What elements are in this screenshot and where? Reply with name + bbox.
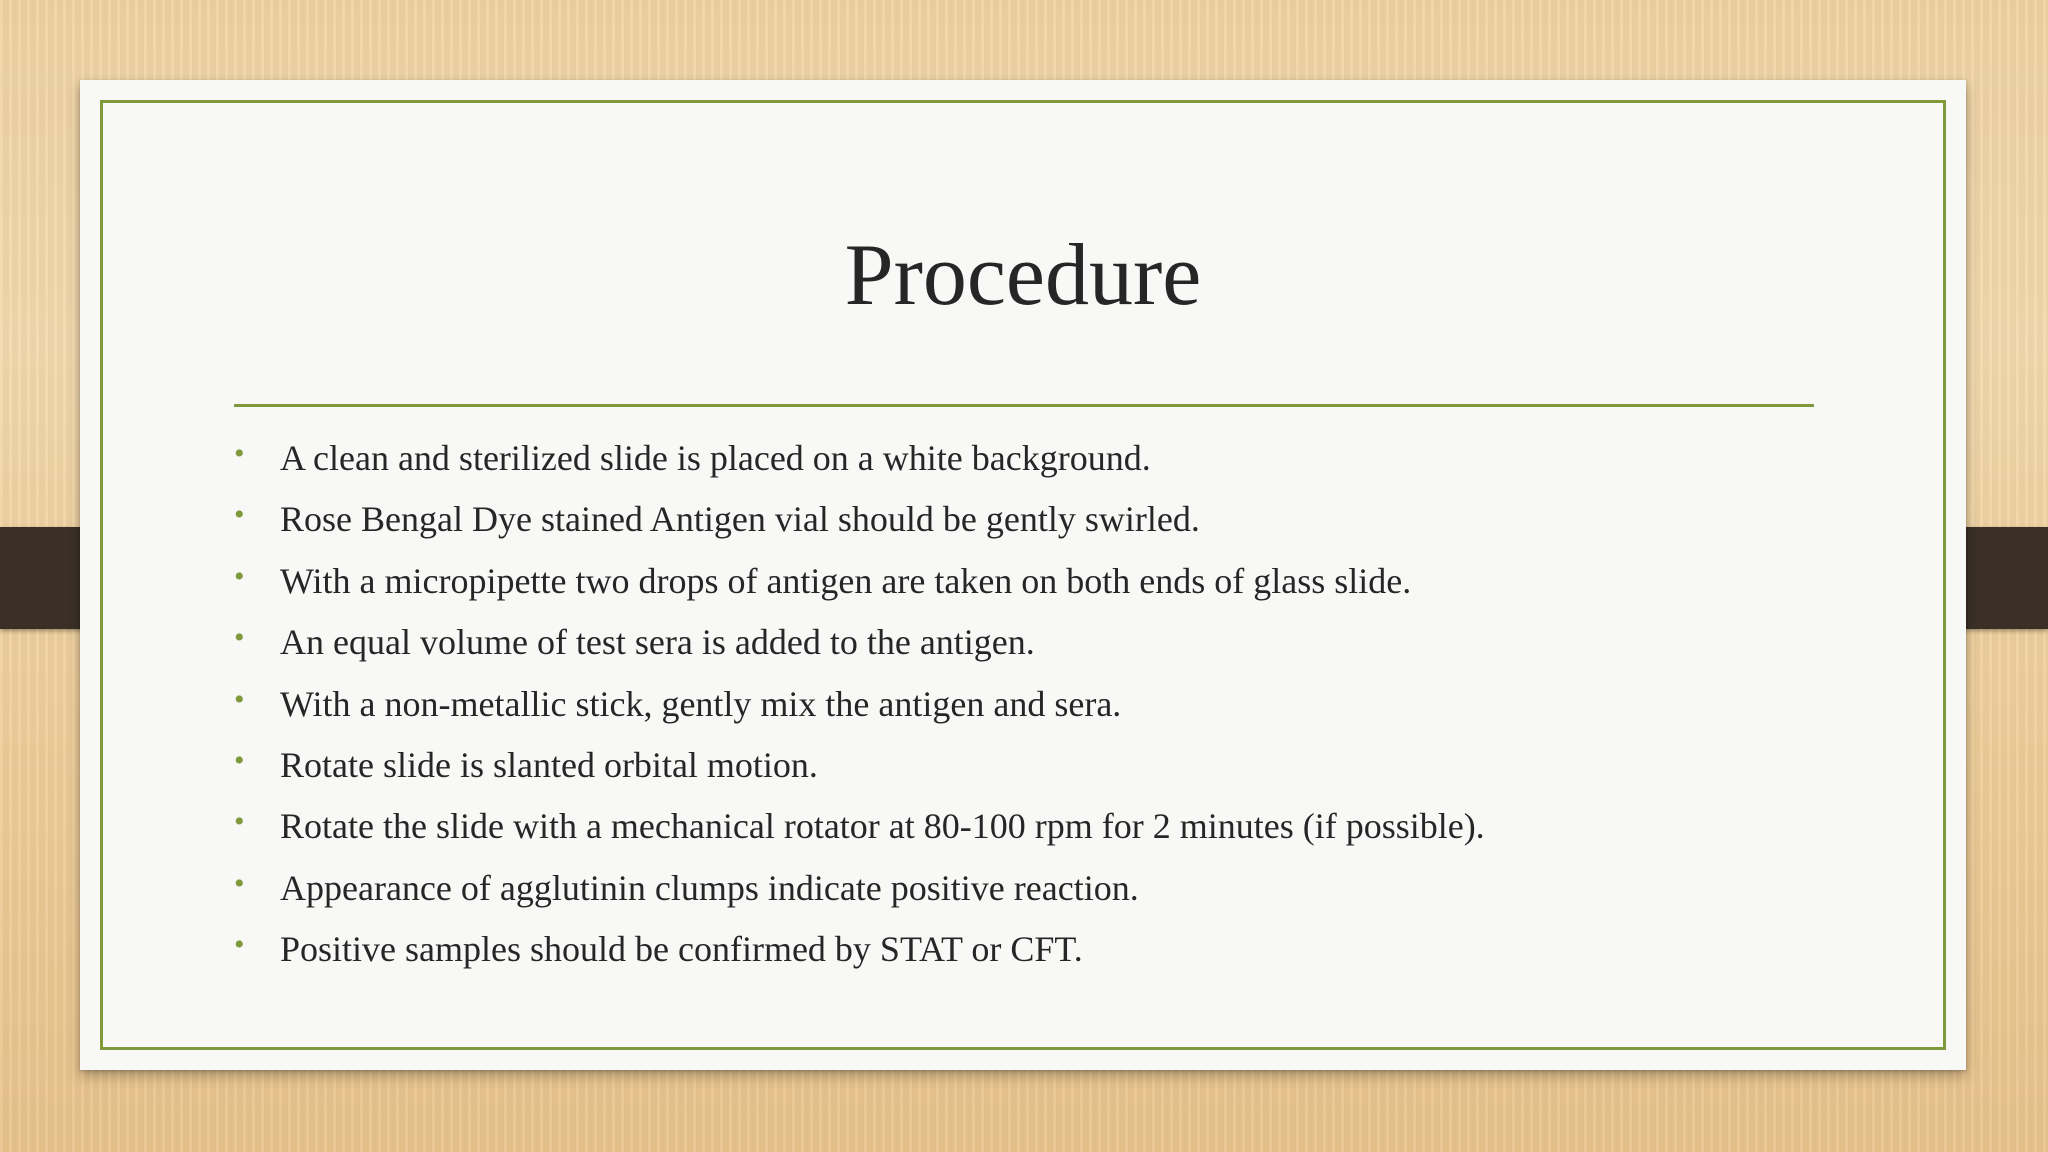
list-item <box>234 735 1834 796</box>
list-item <box>234 858 1834 919</box>
list-item-text: Rose Bengal Dye stained Antigen vial should be gently swirled. <box>280 499 1200 540</box>
list-item-text: Positive samples should be confirmed by STAT or CFT. <box>280 929 1083 970</box>
slide-title: Procedure <box>844 227 1202 324</box>
list-item-text: Appearance of agglutinin clumps indicate positive reaction. <box>280 867 1139 908</box>
bullet-icon: • <box>234 621 245 655</box>
slide-card <box>80 80 1966 1070</box>
bullet-icon: • <box>234 805 245 839</box>
list-item-text: With a micropipette two drops of antigen are taken on both ends of glass slide. <box>280 560 1412 601</box>
procedure-list <box>234 428 1834 981</box>
bullet-icon: • <box>234 682 245 716</box>
title-divider <box>234 404 1814 407</box>
bullet-icon: • <box>234 866 245 900</box>
list-item <box>234 428 1834 489</box>
list-item <box>234 612 1834 673</box>
bullet-icon: • <box>234 559 245 593</box>
list-item-text: Rotate the slide with a mechanical rotator at 80-100 rpm for 2 minutes (if possible). <box>280 806 1485 847</box>
bullet-icon: • <box>234 498 245 532</box>
list-item <box>234 796 1834 857</box>
list-item <box>234 919 1834 980</box>
list-item-text: Rotate slide is slanted orbital motion. <box>280 744 818 785</box>
list-item-text: With a non-metallic stick, gently mix the antigen and sera. <box>280 683 1122 724</box>
list-item <box>234 551 1834 612</box>
bullet-icon: • <box>234 928 245 962</box>
list-item-text: A clean and sterilized slide is placed on a white background. <box>280 438 1151 478</box>
list-item <box>234 489 1834 550</box>
list-item <box>234 674 1834 735</box>
bullet-icon: • <box>234 437 245 470</box>
bullet-icon: • <box>234 743 245 777</box>
list-item-text: An equal volume of test sera is added to the antigen. <box>280 622 1035 663</box>
